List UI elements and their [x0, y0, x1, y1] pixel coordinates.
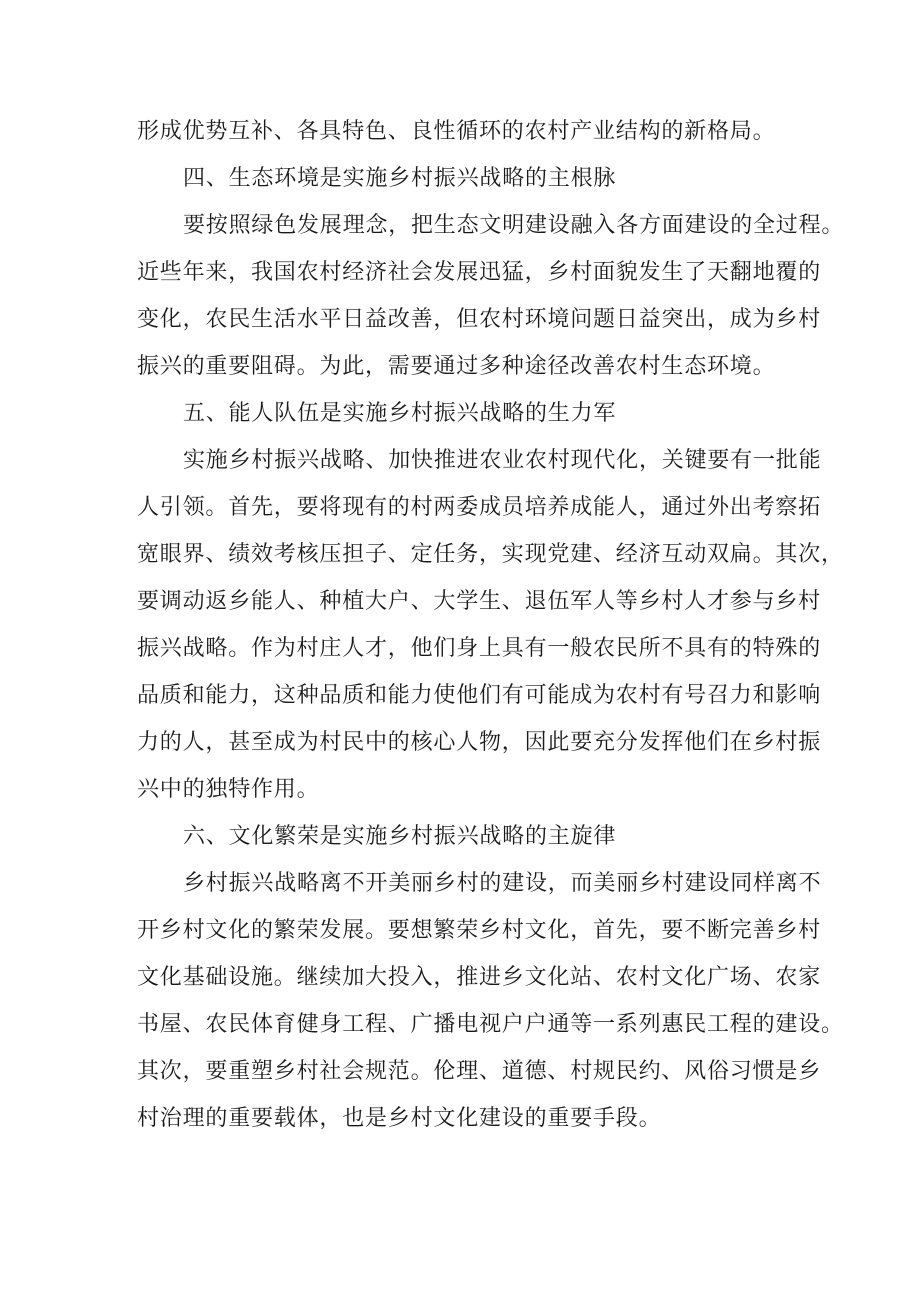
text-line: 近些年来，我国农村经济社会发展迅猛，乡村面貌发生了天翻地覆的: [137, 260, 822, 285]
text-line: 变化，农民生活水平日益改善，但农村环境问题日益突出，成为乡村: [137, 307, 822, 332]
text-line: 实施乡村振兴战略、加快推进农业农村现代化，关键要有一批能: [183, 448, 822, 473]
text-line: 振兴战略。作为村庄人才，他们身上具有一般农民所不具有的特殊的: [137, 636, 822, 661]
text-line: 要按照绿色发展理念，把生态文明建设融入各方面建设的全过程。: [183, 213, 845, 238]
text-line: 文化基础设施。继续加大投入，推进乡文化站、农村文化广场、农家: [137, 965, 822, 990]
text-line: 兴中的独特作用。: [137, 777, 320, 802]
text-line: 书屋、农民体育健身工程、广播电视户户通等一系列惠民工程的建设。: [137, 1012, 844, 1037]
section-heading-4: 四、生态环境是实施乡村振兴战略的主根脉: [183, 166, 617, 191]
text-line: 要调动返乡能人、种植大户、大学生、退伍军人等乡村人才参与乡村: [137, 589, 822, 614]
text-line: 开乡村文化的繁荣发展。要想繁荣乡村文化，首先，要不断完善乡村: [137, 918, 822, 943]
text-line: 其次，要重塑乡村社会规范。伦理、道德、村规民约、风俗习惯是乡: [137, 1059, 822, 1084]
document-page: [137, 108, 845, 1142]
text-line: 品质和能力，这种品质和能力使他们有可能成为农村有号召力和影响: [137, 683, 822, 708]
text-line: 宽眼界、绩效考核压担子、定任务，实现党建、经济互动双扁。其次，: [137, 542, 844, 567]
text-line: 形成优势互补、各具特色、良性循环的农村产业结构的新格局。: [137, 119, 776, 144]
text-line: 力的人，甚至成为村民中的核心人物，因此要充分发挥他们在乡村振: [137, 730, 822, 755]
text-line: 村治理的重要载体，也是乡村文化建设的重要手段。: [137, 1106, 662, 1131]
text-line: 乡村振兴战略离不开美丽乡村的建设，而美丽乡村建设同样离不: [183, 871, 822, 896]
section-heading-5: 五、能人队伍是实施乡村振兴战略的生力军: [183, 401, 617, 426]
text-line: 振兴的重要阻碍。为此，需要通过多种途径改善农村生态环境。: [137, 354, 776, 379]
section-heading-6: 六、文化繁荣是实施乡村振兴战略的主旋律: [183, 824, 617, 849]
text-line: 人引领。首先，要将现有的村两委成员培养成能人，通过外出考察拓: [137, 495, 822, 520]
